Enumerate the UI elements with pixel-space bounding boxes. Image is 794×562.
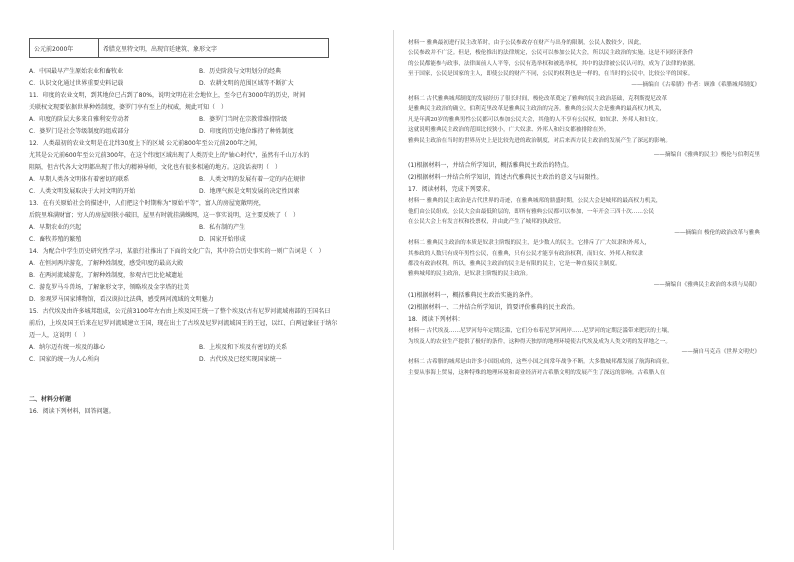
sub-question: (2)根据材料一并结合所学知识，简述古代雅典民主政治的意义与局限性。 [408, 174, 603, 182]
timeline-table [29, 38, 329, 58]
material-line: 的公民都能参与政事，法律面前人人平等，公民有选举权和被选举权，其中的法律被公民认可的，成为了法律的依据。 [408, 60, 699, 67]
sub-question: (1)根据材料一，并结合所学知识，概括雅典民主政治的特点。 [408, 162, 573, 170]
question-11-stem: 11．印度的农业文明，到其地位已占到了80%，说明文明在社会地位上，至今已有3000年的历史，时间 [29, 92, 306, 99]
option-a: A．早期农业的兴起 [29, 224, 82, 231]
question-15-stem: 前后)，上埃及国王后来在尼罗河流域建立王国，现在出土了古埃及尼罗河流域国王的王冠，以红、白两冠象征于纳尔 [29, 320, 338, 327]
material-line: 材料二 雅典民主政治的本质是奴隶主阶级的民主，是少数人的民主，它排斥了广大奴隶和外邦人， [408, 240, 651, 247]
table-cell-era: 公元前2000年 [30, 39, 99, 58]
material-line: 雅典民主政治在当时的世界历史上是比较先进的政治制度，对后来西方民主政治的发展产生了深远的影响。 [408, 137, 671, 144]
material-line: 为埃及人的农业生产提供了极好的条件，这种得天独厚的地理环境使古代埃及成为人类文明的发祥地之一。 [408, 338, 671, 345]
option-b: B．私有制的产生 [199, 224, 246, 231]
material-line: 至于国家，公民是国家的主人，即使公民的财产不同，公民的权利也是一样的，在当时的公民中，比较公平的国家。 [408, 71, 694, 78]
material-source: ——摘编自 梭伦的政治改革与雅典 [674, 229, 760, 236]
material-line: 公民参政并不广泛。但是，梭伦推出的法律规定，公民可以参加公民大会，所以民主政治的实施。这是不同经济条件 [408, 50, 694, 57]
option-row [29, 78, 369, 90]
option-b: B．人类文明的发展有着一定的内在规律 [199, 176, 306, 183]
material-line: 他们由公民组成，公民大会由最低阶层的，即所有雅典公民都可以参加，一年开会三四十次……公民 [408, 208, 655, 215]
material-line: 材料一 雅典的民主政治是古代世界的奇迹，在雅典城邦的鼎盛时期，公民大会是城邦的最高权力机关， [408, 198, 662, 205]
question-18-stem: 18．阅读下列材料： [408, 316, 464, 324]
option-d: D．国家开始形成 [199, 236, 246, 243]
option-a: A．印度的阶层大多来自雅利安劳动者 [29, 116, 130, 123]
material-line: 凡是年满20岁的雅典男性公民都可以参加公民大会，其他的人不享有公民权，如奴隶、外邦人和妇女。 [408, 116, 662, 123]
table-cell-desc: 希腊克里特文明，出现宫廷建筑、象形文字 [99, 39, 329, 58]
question-15-stem: 15．古代埃及由许多城邦组成，公元前3100年左右由上埃及国王统一了整个埃及(古有尼罗河流域南部的王国名曰 [29, 308, 331, 315]
material-source: ——摘编自《雅典民主政治的本质与局限》 [653, 281, 760, 288]
question-17-stem: 17．阅读材料，完成下列要求。 [408, 186, 494, 194]
question-13-stem: 13．在有关原始社会的描述中，人们把这个时期称为“原始平等”，富人的房屋宽敞明亮， [29, 200, 265, 207]
left-column [29, 38, 369, 418]
material-source: ——摘编自《古希腊》作者：顾准《希腊城邦制度》 [631, 81, 760, 88]
option-c: C．国家的统一为人心所向 [29, 356, 100, 363]
option-row [29, 126, 369, 138]
option-c: C．认识文化通过世界重要史料记载 [29, 80, 124, 87]
question-12-stem: 12．人类最初的农业文明是在北纬30度上下的区域 公元前800年至公元前200年之间， [29, 140, 262, 147]
question-15-stem: 迈一人，这说明（ ） [29, 332, 90, 339]
material-line: 材料二 古代雅典城邦制度的发展经历了很长时间，梭伦改革奠定了雅典的民主政治基础，克利斯提尼改革 [408, 96, 668, 103]
option-c: C．畜牧养殖的繁殖 [29, 236, 82, 243]
material-line: 材料二 古希腊的城邦是由许多小国组成的，这些小国之间常年战争不断。大多数城邦都发展了航海和商业， [408, 359, 673, 366]
material-line: 这就说明雅典民主政治的范围比较狭小，广大奴隶、外邦人和妇女都被排除在外。 [408, 127, 610, 134]
option-b: B．在两河流域游览，了解种姓制度，参观古巴比伦城遗址 [29, 272, 184, 279]
option-d: D．农耕文明的范围区域等不断扩大 [199, 80, 294, 87]
option-row [29, 222, 369, 234]
option-d: D．印度的历史地位维持了种姓制度 [199, 128, 294, 135]
option-row [29, 342, 369, 354]
option-d: D．地理气候是文明发展的决定性因素 [199, 188, 300, 195]
material-line: 雅典城邦的民主政治，是奴隶主阶级的民主政治。 [408, 271, 532, 278]
question-11-stem: 关联权文现要依据世界种姓制度，婆罗门享有至上的权威，规此可知（ ） [29, 104, 228, 111]
option-a: A．中国最早产生原始农业和畜牧业 [29, 68, 124, 75]
table-row [30, 39, 329, 58]
option-c: C．游览罗马斗兽场，了解象形文字，领略埃及金字塔的壮美 [29, 284, 190, 291]
column-divider [393, 30, 394, 550]
question-12-stem: 阻隔，但古代各大文明都出现了伟大的精神导师，文化也有很多相通的地方。这段话表明（ ） [29, 164, 282, 171]
material-source: ——摘编自《雅典的民主》梭伦与伯利克里 [653, 152, 760, 159]
option-b: B．上埃及和下埃及有密切的关系 [199, 344, 288, 351]
material-line: 材料一 雅典最初进行民主改革时，由于公民参政存在财产与出身的限制，公民人数较少，因此， [408, 40, 645, 46]
option-b: B．历史阶段与文明划分的经典 [199, 68, 282, 75]
option-row [29, 66, 369, 78]
option-row [29, 174, 369, 186]
material-line: 在公民大会上有发言权和投票权，并由此产生了城邦的执政官。 [408, 219, 565, 226]
option-a: A．纳尔迈有统一埃及的雄心 [29, 344, 106, 351]
question-13-stem: 后院里堆满财富；穷人的房屋则狭小破旧，屋里有时就挂满蛛网，这一事实说明，这主要反映了（ ） [29, 212, 300, 219]
option-c: C．婆罗门是社会等级制度的组成部分 [29, 128, 130, 135]
option-row [29, 234, 369, 246]
question-16-stem: 16．阅读下列材料，回答问题。 [29, 408, 115, 415]
question-12-stem: 尤其是公元前600年至公元前300年，在这个纬度区域出现了人类历史上的"轴心时代"，虽然有千山万水的 [29, 152, 310, 159]
option-a: A．在恒河两岸游览，了解种姓制度，感受印度的最高大殿 [29, 260, 184, 267]
material-line: 主要从事海上贸易，这种特殊的地理环境和商业经济对古希腊文明的发展产生了深远的影响。古希腊人在 [408, 369, 666, 376]
right-column [408, 38, 770, 378]
option-c: C．人类文明发展取决于大河文明的开始 [29, 188, 136, 195]
option-a: A．早期人类各文明体有着密切的联系 [29, 176, 130, 183]
option-row [29, 114, 369, 126]
option-b: B．婆罗门当时在宗教常维持阶级 [199, 116, 288, 123]
material-line: 其参政的人数只有成年男性公民，在雅典，只有公民才能享有政治权利，而妇女、外邦人和奴隶 [408, 250, 643, 257]
option-d: D．古代埃及已经实现国家统一 [199, 356, 282, 363]
material-line: 都没有政治权利。所以，雅典民主政治的民主是有限的民主，它是一种直接民主制度。 [408, 260, 621, 267]
option-row [29, 186, 369, 198]
option-d: D．参观罗马国家博物馆，看汉谟拉比法典，感受两河流域的文明魅力 [29, 296, 214, 303]
sub-question: (1)根据材料一，概括雅典民主政治实施的条件。 [408, 292, 537, 300]
material-source: ——摘自马克垚《世界文明史》 [681, 348, 760, 355]
option-row [29, 354, 369, 366]
material-line: 是雅典民主政治的确立，伯利克里改革是雅典民主政治的完善。雅典的公民大会是雅典的最高权力机关， [408, 106, 666, 113]
question-14-stem: 14．为配合中学生历史研究性学习，某旅行社推出了下面的文化广告，其中符合历史事实的一则广告词是（ ） [29, 248, 325, 255]
sub-question: (2)根据材料一、二并结合所学知识，简要评价雅典的民主政治。 [408, 304, 579, 312]
material-line: 材料一 古代埃及……尼罗河每年定期泛滥，它们分布着尼罗河两岸……尼罗河的定期泛滥带来肥沃的土壤， [408, 328, 673, 335]
section-title: 二、材料分析题 [29, 396, 72, 403]
